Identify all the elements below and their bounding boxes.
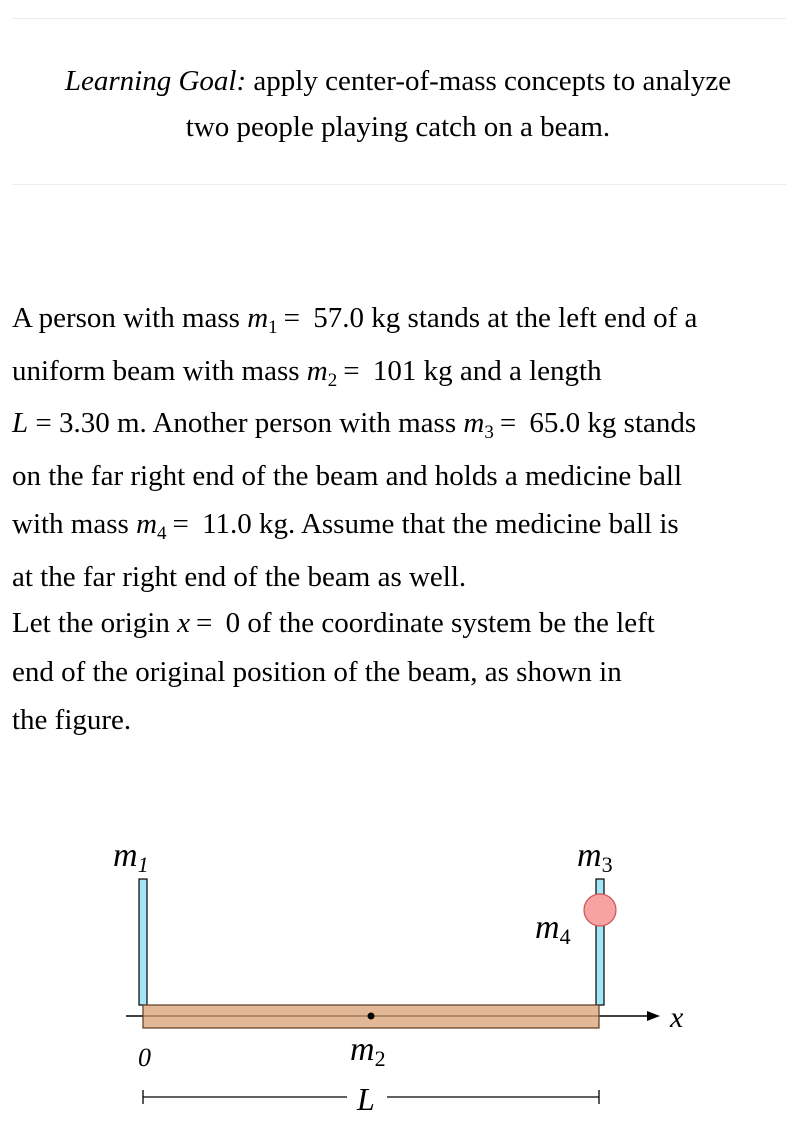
m4-symbol: m [136,508,158,540]
m2-value: 101 kg and a length [365,354,602,387]
problem-line-2: uniform beam with mass $m_2 = 101$ kg and a length [12,354,602,391]
m1-value: 57.0 kg stands at the left end of a [306,302,698,334]
learning-goal-line1: apply center-of-mass concepts to analyze [246,65,732,97]
length-label: L [357,1081,375,1117]
x-symbol: x [177,607,190,639]
origin-value: 0 of the coordinate system be the left [218,607,655,639]
beam-center-of-mass [368,1013,375,1020]
m3-label: m3 [577,837,613,877]
x-axis-arrow [647,1011,660,1021]
m4-value: 11.0 kg. Assume that the medicine ball is [194,508,679,540]
m3-value: 65.0 kg stands [522,407,697,439]
person-m1 [139,879,147,1005]
origin-label: 0 [138,1043,151,1072]
m3-symbol: m [463,407,485,439]
m2-symbol: m [306,354,328,387]
problem-line-5: with mass $m_4 = 11.0$ kg. Assume that the medicine ball is [12,508,679,544]
learning-goal-label: Learning Goal: [64,65,247,97]
origin-line-1: Let the origin x = 0 of the coordinate system be the left [12,607,655,639]
m4-label: m4 [535,909,571,949]
m1-label: m1 [113,837,149,877]
learning-goal-line2: two people playing catch on a beam. [185,111,611,143]
medicine-ball-m4 [584,894,616,926]
length-value: = 3.30 m. Another person with mass [28,407,464,439]
origin-line-2: end of the original position of the beam, as shown in [12,655,622,688]
problem-line-3: L = 3.30 m. Another person with mass $m_3 = 65.0$ kg stands [12,407,697,443]
origin-line-3: the figure. [12,704,132,736]
m2-label: m2 [350,1031,386,1071]
problem-line-1: A person with mass $m_1 = 57.0$ kg stands at the left end of a [12,302,698,338]
problem-line-6: at the far right end of the beam as well. [12,560,467,593]
problem-line-4: on the far right end of the beam and holds a medicine ball [12,459,683,492]
m1-symbol: m [247,302,269,334]
x-axis-label: x [670,1001,684,1034]
length-symbol: L [12,407,29,439]
